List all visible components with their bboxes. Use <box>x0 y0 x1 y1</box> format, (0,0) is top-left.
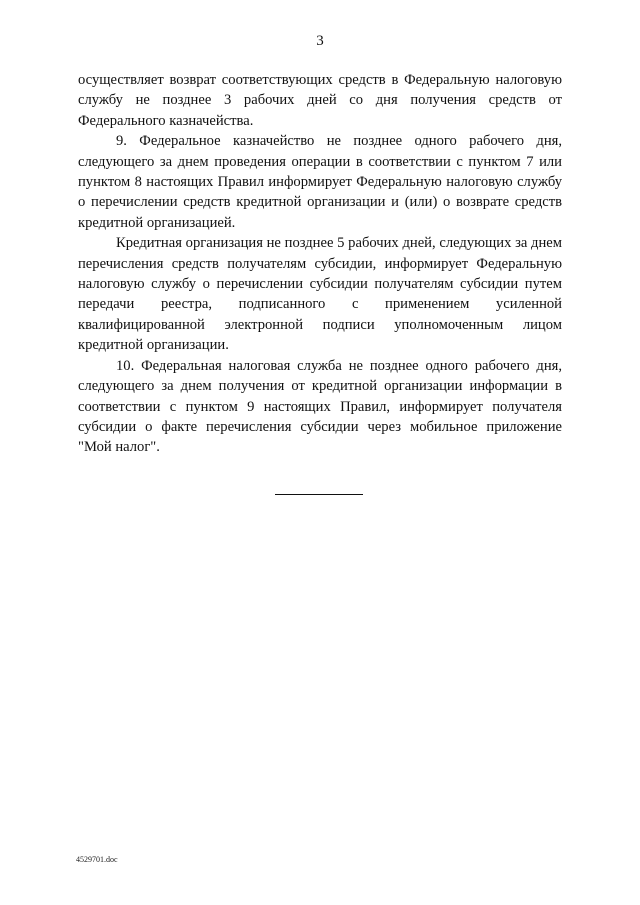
paragraph-credit-organization: Кредитная организация не позднее 5 рабочих дней, следующих за днем перечисления средств получателям субсидии, информирует Федеральную налоговую службу о перечислении субсидии получателям субсидии путем передачи реестра, подписанного с применением усиленной квалифицированной электронной подписи уполномоченным лицом кредитной организации. <box>78 235 562 354</box>
paragraph-continuation: осуществляет возврат соответствующих средств в Федеральную налоговую службу не позднее 3 рабочих дней со дня получения средств от Федерального казначейства. <box>78 72 562 129</box>
page-number: 3 <box>316 33 324 49</box>
file-name-footer: 4529701.doc <box>76 855 118 864</box>
paragraph-item-9: 9. Федеральное казначейство не позднее одного рабочего дня, следующего за днем проведения операции в соответствии с пунктом 7 или пунктом 8 настоящих Правил информирует Федеральную налоговую службу о перечислении средств кредитной организации и (или) о возврате средств кредитной организацией. <box>78 133 562 231</box>
paragraph-item-10: 10. Федеральная налоговая служба не позднее одного рабочего дня, следующего за днем получения от кредитной организации информации в соответствии с пунктом 9 настоящих Правил, информирует получателя субсидии о факте перечисления субсидии через мобильное приложение "Мой налог". <box>78 357 562 456</box>
end-separator-line <box>275 494 363 495</box>
document-body <box>78 70 562 458</box>
